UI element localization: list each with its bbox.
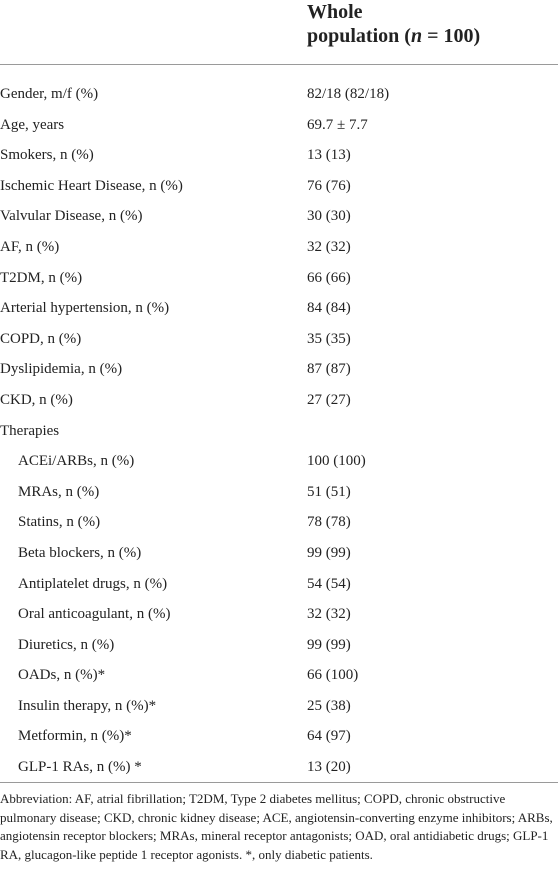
table-row [0, 416, 558, 447]
table-row [0, 79, 558, 110]
row-label: Diuretics, n (%) [18, 636, 115, 653]
table-row [0, 354, 558, 385]
table-row [0, 630, 558, 661]
row-label: Statins, n (%) [18, 514, 101, 531]
row-label: Ischemic Heart Disease, n (%) [0, 177, 183, 194]
row-value: 51 (51) [307, 483, 351, 500]
table-row [0, 721, 558, 752]
row-label: Antiplatelet drugs, n (%) [18, 575, 168, 592]
column-header-line2: population (n = 100) [307, 25, 481, 47]
row-label: CKD, n (%) [0, 391, 73, 408]
row-value: 84 (84) [307, 300, 351, 317]
table-row [0, 171, 558, 202]
table-row [0, 446, 558, 477]
table-row [0, 660, 558, 691]
row-value: 66 (66) [307, 269, 351, 286]
row-value: 13 (20) [307, 759, 351, 776]
row-value: 25 (38) [307, 697, 351, 714]
table-body [0, 65, 558, 783]
row-label: AF, n (%) [0, 238, 60, 255]
row-label: Valvular Disease, n (%) [0, 208, 143, 225]
row-value: 27 (27) [307, 391, 351, 408]
row-value: 78 (78) [307, 514, 351, 531]
table-row [0, 263, 558, 294]
table-row [0, 752, 558, 783]
row-label: ACEi/ARBs, n (%) [18, 453, 135, 470]
row-value: 82/18 (82/18) [307, 86, 390, 102]
table-row [0, 477, 558, 508]
table-row [0, 293, 558, 324]
row-label: Age, years [0, 116, 65, 133]
table-header [0, 0, 558, 65]
column-header-whole-population [307, 0, 480, 48]
row-label: Arterial hypertension, n (%) [0, 300, 170, 317]
row-label: MRAs, n (%) [18, 483, 100, 500]
row-value: 30 (30) [307, 208, 351, 225]
row-value: 35 (35) [307, 330, 351, 347]
row-value: 13 (13) [307, 147, 351, 164]
row-label: OADs, n (%)* [18, 667, 106, 684]
table-row [0, 201, 558, 232]
table-row [0, 691, 558, 722]
table-row [0, 140, 558, 171]
row-value: 69.7 ± 7.7 [307, 116, 368, 133]
table-row [0, 110, 558, 141]
row-label: Insulin therapy, n (%)* [18, 697, 157, 714]
row-value: 32 (32) [307, 238, 351, 255]
table-row [0, 599, 558, 630]
row-value: 99 (99) [307, 636, 351, 653]
table-row [0, 324, 558, 355]
row-label: Metformin, n (%)* [18, 728, 132, 745]
table-bottom-rule [0, 782, 558, 783]
table-row [0, 507, 558, 538]
row-value: 64 (97) [307, 728, 351, 745]
row-value: 54 (54) [307, 575, 351, 592]
table-row [0, 232, 558, 263]
table-row [0, 538, 558, 569]
row-label: Dyslipidemia, n (%) [0, 361, 123, 378]
table-row [0, 385, 558, 416]
row-label: GLP-1 RAs, n (%) * [18, 759, 142, 776]
row-value: 32 (32) [307, 606, 351, 623]
table-footnote: Abbreviation: AF, atrial fibrillation; T2DM, Type 2 diabetes mellitus; COPD, chronic obstructive pulmonary disease; CKD, chronic kidney disease; ACE, angiotensin-converting enzyme inhibitors; ARBs, angiotensin receptor blockers; MRAs, mineral receptor antagonists; OAD, oral antidiabetic drugs; GLP-1 RA, glucagon-like peptide 1 receptor agonists. *, only diabetic patients. [0, 791, 553, 862]
row-value: 87 (87) [307, 361, 351, 378]
row-label: T2DM, n (%) [0, 269, 83, 286]
row-label: Gender, m/f (%) [0, 86, 99, 102]
column-header-line1: Whole [307, 1, 363, 23]
row-label: COPD, n (%) [0, 330, 82, 347]
row-value: 100 (100) [307, 453, 366, 470]
row-label: Therapies [0, 422, 60, 439]
row-label: Smokers, n (%) [0, 147, 94, 164]
row-label: Oral anticoagulant, n (%) [18, 606, 171, 623]
row-value: 66 (100) [307, 667, 359, 684]
table-row [0, 569, 558, 600]
row-value: 76 (76) [307, 177, 351, 194]
row-label: Beta blockers, n (%) [18, 544, 142, 561]
row-value: 99 (99) [307, 544, 351, 561]
